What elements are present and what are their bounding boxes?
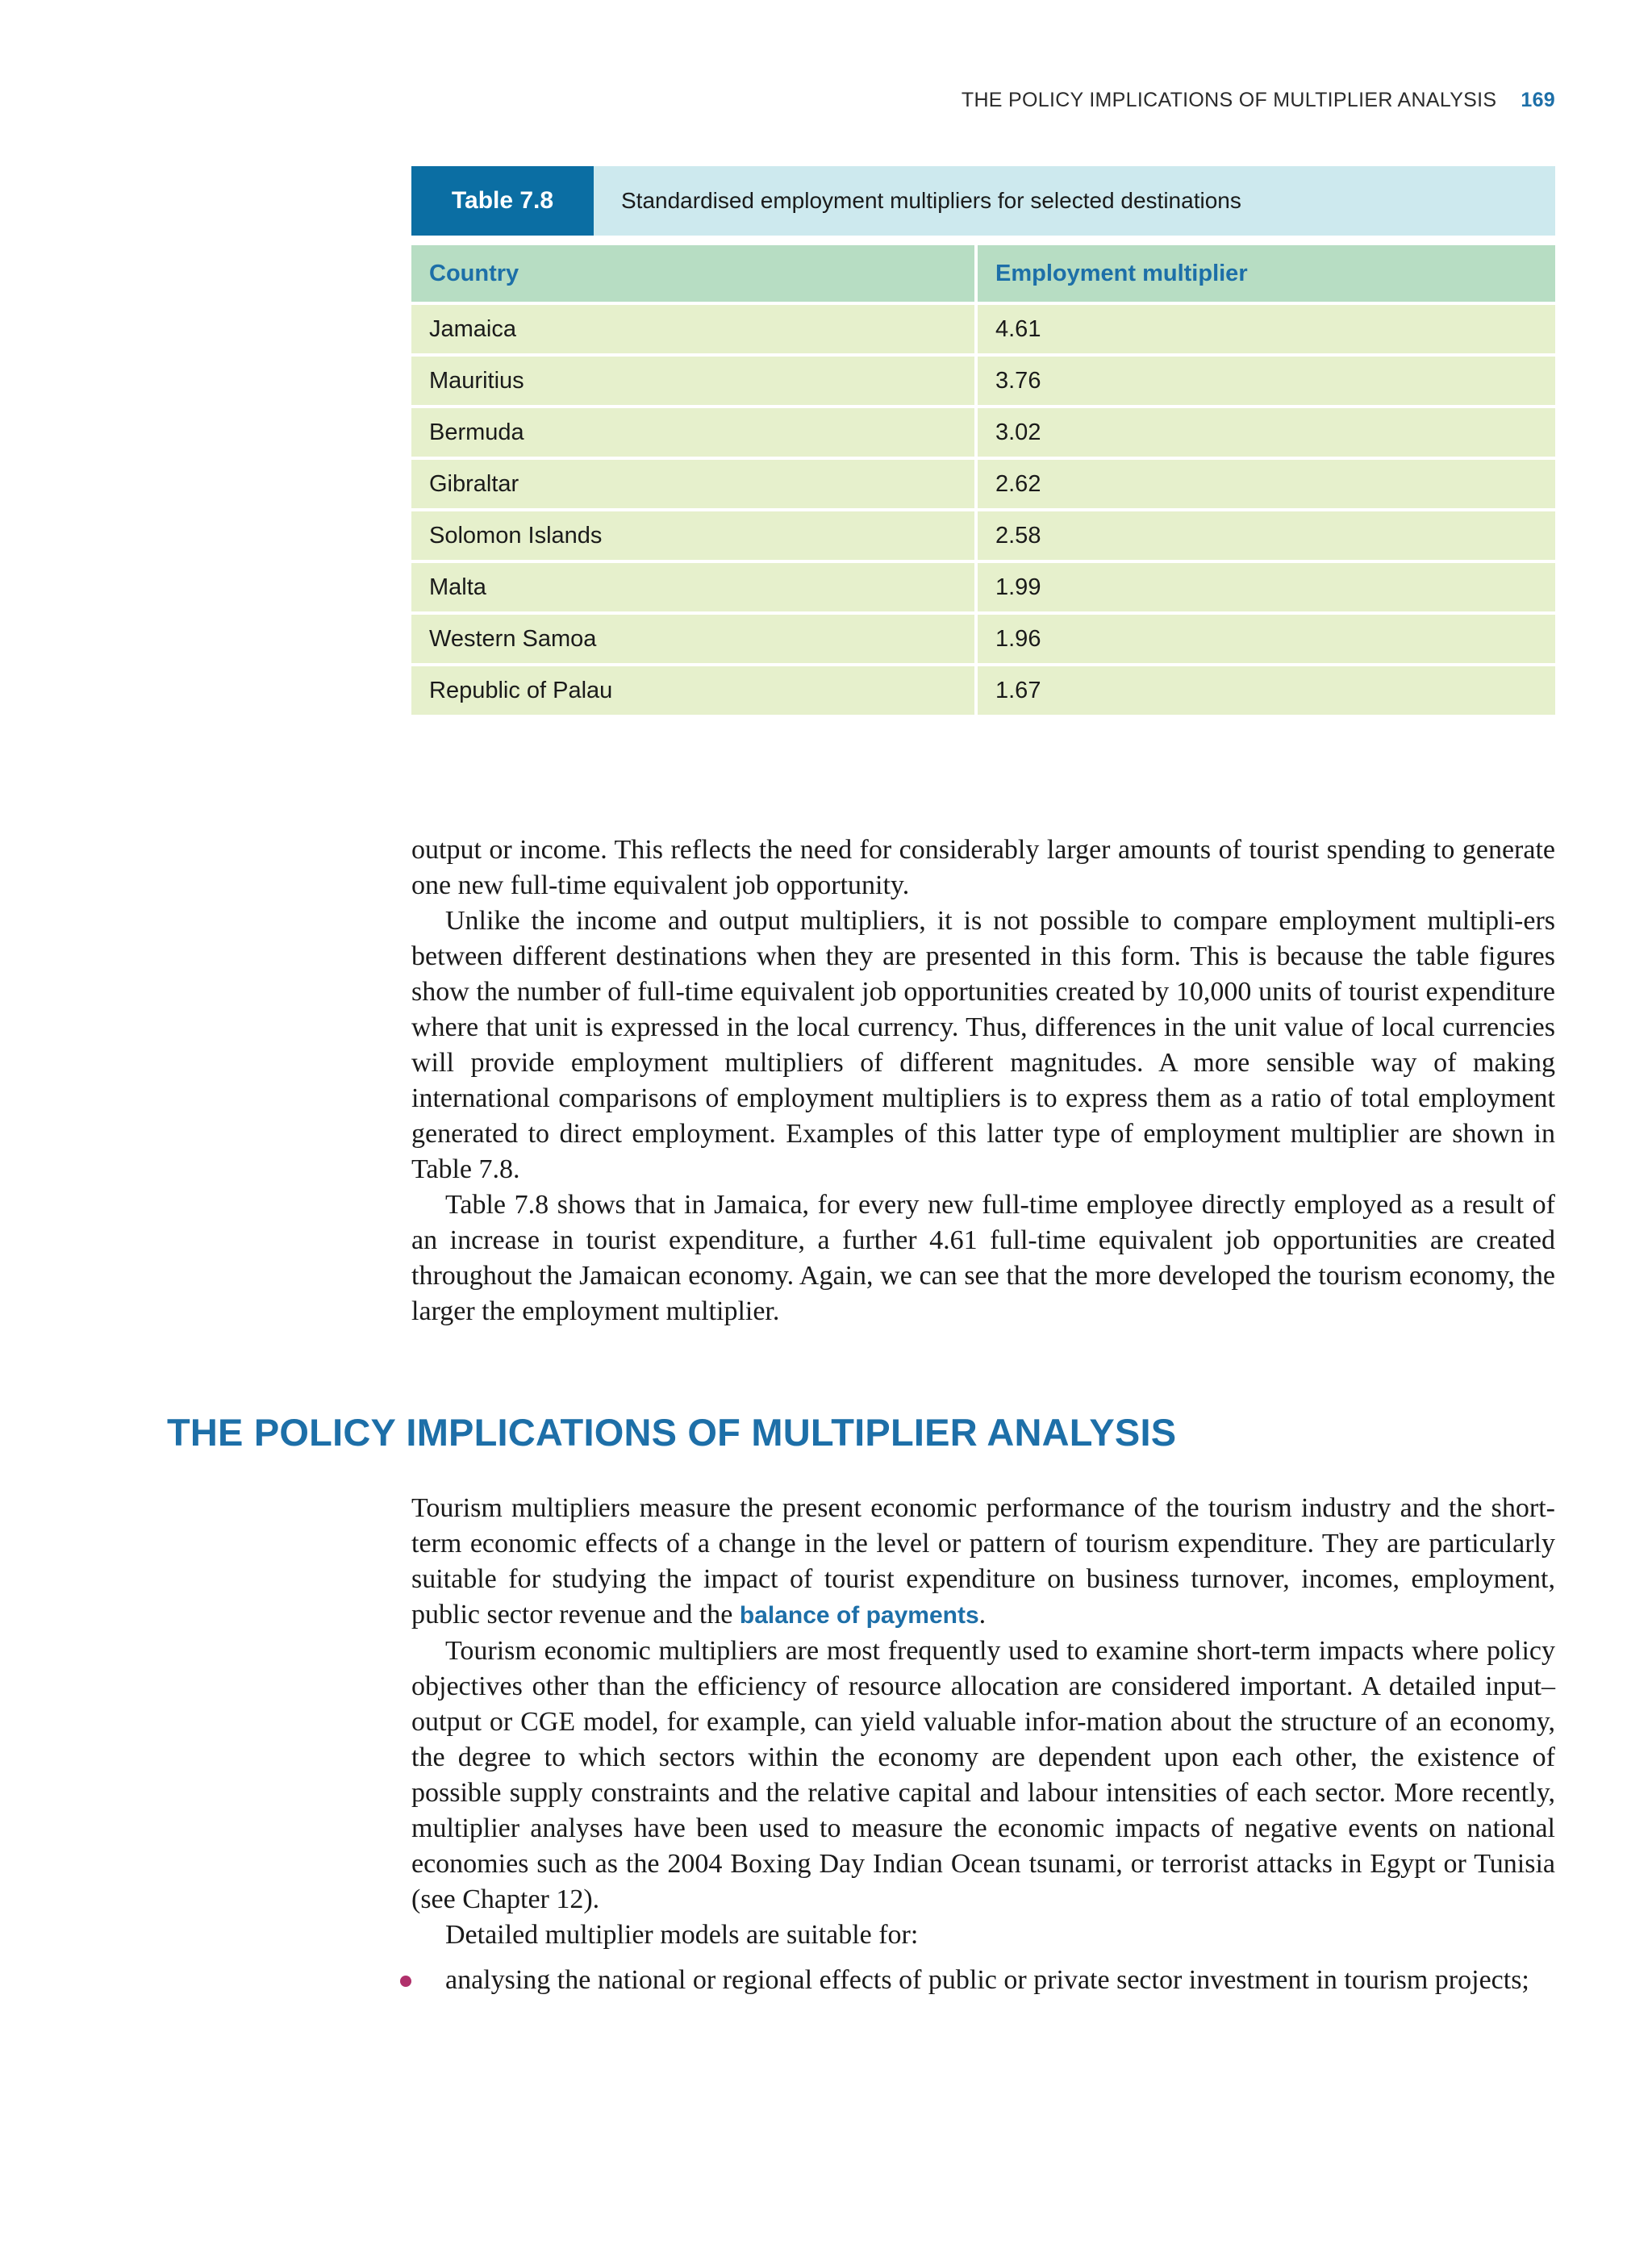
running-title: THE POLICY IMPLICATIONS OF MULTIPLIER ANALYSIS bbox=[961, 89, 1497, 111]
column-header-country: Country bbox=[411, 245, 978, 302]
bullet-list bbox=[411, 1963, 1555, 1998]
section-heading: THE POLICY IMPLICATIONS OF MULTIPLIER ANALYSIS bbox=[167, 1411, 1177, 1454]
table-header-row bbox=[411, 245, 1555, 302]
body-text-section bbox=[411, 1491, 1555, 1998]
country-cell: Malta bbox=[411, 563, 978, 611]
multiplier-cell: 4.61 bbox=[978, 305, 1555, 353]
body-text-top bbox=[411, 832, 1555, 1329]
employment-multiplier-table bbox=[411, 242, 1555, 718]
paragraph: Table 7.8 shows that in Jamaica, for every new full-time employee directly employed as a result of an increase in tourist expenditure, a further 4.61 full-time equivalent job opportunities are created throughout the Jamaican economy. Again, we can see that the more developed the tourism economy, the larger the employment multiplier. bbox=[411, 1190, 1555, 1326]
table-title: Standardised employment multipliers for selected destinations bbox=[621, 188, 1241, 213]
table-row bbox=[411, 666, 1555, 715]
list-item-text: analysing the national or regional effects of public or private sector investment in tourism projects; bbox=[445, 1965, 1529, 1995]
paragraph-text: . bbox=[978, 1600, 987, 1630]
table-row bbox=[411, 460, 1555, 508]
table-row bbox=[411, 511, 1555, 560]
bullet-icon bbox=[400, 1976, 411, 1987]
multiplier-cell: 1.99 bbox=[978, 563, 1555, 611]
country-cell: Gibraltar bbox=[411, 460, 978, 508]
table-label: Table 7.8 bbox=[411, 166, 594, 236]
paragraph: Detailed multiplier models are suitable for: bbox=[445, 1920, 919, 1950]
multiplier-cell: 2.62 bbox=[978, 460, 1555, 508]
paragraph: Tourism economic multipliers are most frequently used to examine short-term impacts where policy objectives other than the efficiency of resource allocation are considered important. A detailed input–output or CGE model, for example, can yield valuable infor-mation about the structure of an economy, the degree to which sectors within the economy are dependent upon each other, the existence of possible supply constraints and the relative capital and labour intensities of each sector. More recently, multiplier analyses have been used to measure the economic impacts of negative events on national economies such as the 2004 Boxing Day Indian Ocean tsunami, or terrorist attacks in Egypt or Tunisia (see Chapter 12). bbox=[411, 1636, 1555, 1914]
paragraph: Unlike the income and output multipliers, it is not possible to compare employment multipli-ers between different destinations when they are presented in this form. This is because the table figures show the number of full-time equivalent job opportunities created by 10,000 units of tourist expenditure where that unit is expressed in the local currency. Thus, differences in the unit value of local currencies will provide employment multipliers of different magnitudes. A more sensible way of making international comparisons of employment multipliers is to express them as a ratio of total employment generated to direct employment. Examples of this latter type of employment multiplier are shown in Table 7.8. bbox=[411, 906, 1555, 1184]
page-number: 169 bbox=[1521, 89, 1555, 111]
table-row bbox=[411, 408, 1555, 457]
table-row bbox=[411, 357, 1555, 405]
table-caption bbox=[411, 166, 1555, 236]
country-cell: Jamaica bbox=[411, 305, 978, 353]
multiplier-cell: 3.76 bbox=[978, 357, 1555, 405]
table-row bbox=[411, 305, 1555, 353]
multiplier-cell: 2.58 bbox=[978, 511, 1555, 560]
country-cell: Solomon Islands bbox=[411, 511, 978, 560]
country-cell: Republic of Palau bbox=[411, 666, 978, 715]
list-item bbox=[411, 1963, 1555, 1998]
table-row bbox=[411, 615, 1555, 663]
country-cell: Mauritius bbox=[411, 357, 978, 405]
paragraph-text: Tourism multipliers measure the present economic performance of the tourism industry and the short-term economic effects of a change in the level or pattern of tourism expenditure. They are particularly suitable for studying the impact of tourist expenditure on business turnover, incomes, employment, public sector revenue and the bbox=[411, 1493, 1555, 1630]
country-cell: Bermuda bbox=[411, 408, 978, 457]
paragraph: output or income. This reflects the need for considerably larger amounts of tourist spending to generate one new full-time equivalent job opportunity. bbox=[411, 835, 1555, 900]
country-cell: Western Samoa bbox=[411, 615, 978, 663]
multiplier-cell: 1.67 bbox=[978, 666, 1555, 715]
paragraph bbox=[411, 1491, 1555, 1634]
multiplier-cell: 3.02 bbox=[978, 408, 1555, 457]
table-row bbox=[411, 563, 1555, 611]
multiplier-cell: 1.96 bbox=[978, 615, 1555, 663]
column-header-multiplier: Employment multiplier bbox=[978, 245, 1555, 302]
running-header bbox=[962, 89, 1555, 112]
key-term-balance-of-payments: balance of payments bbox=[739, 1602, 979, 1629]
